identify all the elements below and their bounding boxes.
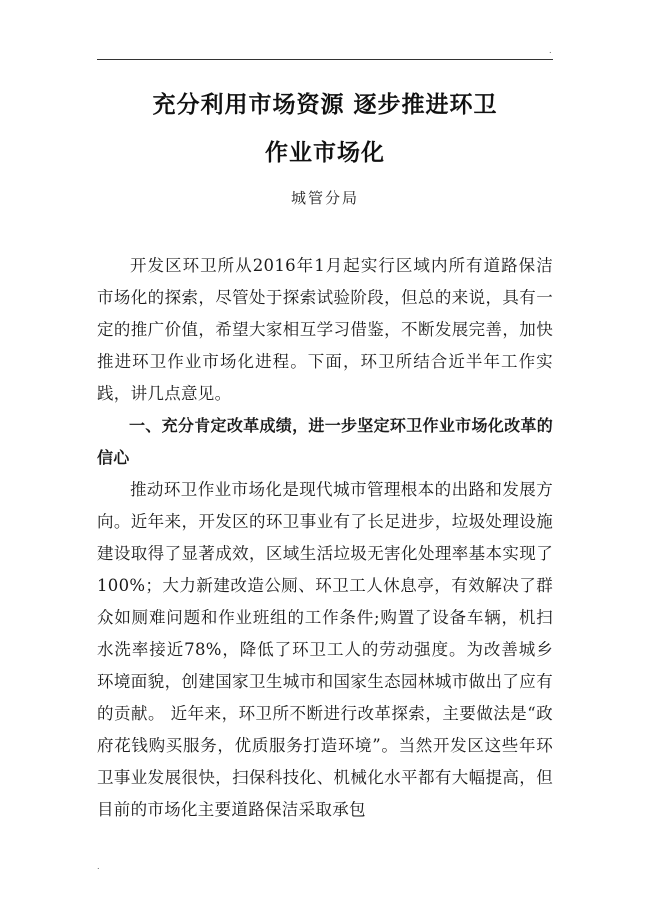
header-mark: . bbox=[549, 46, 552, 55]
header-rule bbox=[97, 59, 553, 60]
section-1-heading: 一、充分肯定改革成绩，进一步坚定环卫作业市场化改革的信心 bbox=[97, 416, 553, 467]
document-title-line-1: 充分利用市场资源 逐步推进环卫 bbox=[152, 91, 498, 118]
section-1-paragraph: 推动环卫作业市场化是现代城市管理根本的出路和发展方向。近年来，开发区的环卫事业有了长足进步，垃圾处理设施建设取得了显著成效，区域生活垃圾无害化处理率基本实现了100%；大力新建改造公厕、环卫工人休息亭，有效解决了群众如厕难问题和作业班组的工作条件;购置了设备车辆，机扫水洗率接近78%，降低了环卫工人的劳动强度。为改善城乡环境面貌，创建国家卫生城市和国家生态园林城市做出了应有的贡献。 近年来，环卫所不断进行改革探索，主要做法是“政府花钱购买服务，优质服务打造环境”。当然开发区这些年环卫事业发展很快，扫保科技化、机械化水平都有大幅提高，但目前的市场化主要道路保洁采取承包 bbox=[97, 480, 553, 819]
intro-paragraph: 开发区环卫所从2016年1月起实行区域内所有道路保洁市场化的探索，尽管处于探索试验阶段，但总的来说，具有一定的推广价值，希望大家相互学习借鉴，不断发展完善，加快推进环卫作业市场化进程。下面，环卫所结合近半年工作实践，讲几点意见。 bbox=[97, 256, 553, 403]
document-title-line-2: 作业市场化 bbox=[265, 139, 385, 166]
footer-mark: . bbox=[97, 862, 100, 871]
document-author: 城管分局 bbox=[290, 189, 359, 207]
